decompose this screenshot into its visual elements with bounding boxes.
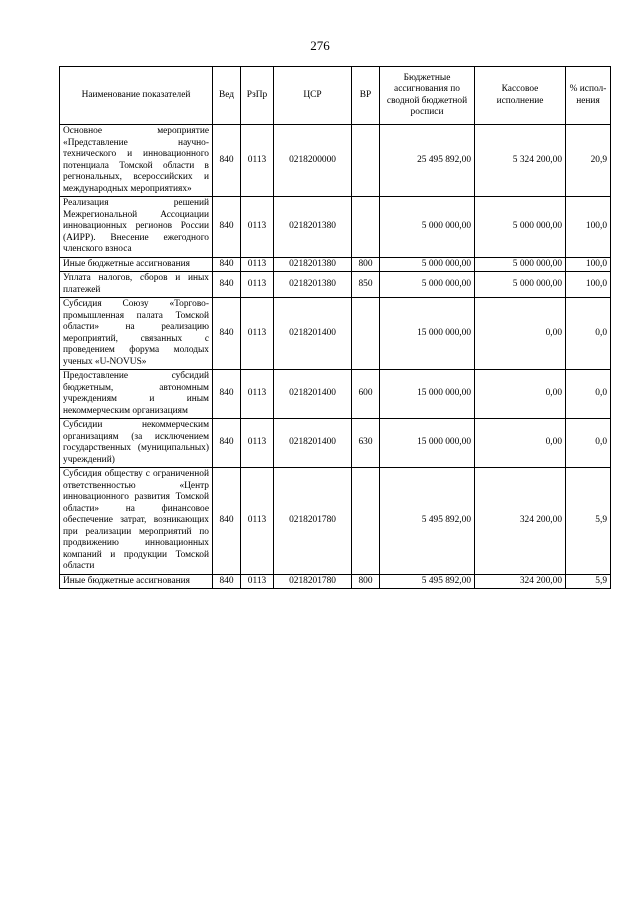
cell-csr: 0218200000 bbox=[274, 125, 352, 197]
table-row bbox=[60, 419, 611, 468]
cell-cash: 5 000 000,00 bbox=[475, 272, 566, 298]
cell-cash: 0,00 bbox=[475, 298, 566, 370]
cell-ved: 840 bbox=[213, 574, 241, 589]
cell-csr: 0218201780 bbox=[274, 468, 352, 575]
cell-budget: 5 495 892,00 bbox=[380, 574, 475, 589]
cell-ved: 840 bbox=[213, 125, 241, 197]
cell-vr bbox=[352, 197, 380, 258]
cell-budget: 25 495 892,00 bbox=[380, 125, 475, 197]
cell-percent: 0,0 bbox=[566, 298, 611, 370]
cell-percent: 5,9 bbox=[566, 574, 611, 589]
header-vr: ВР bbox=[352, 67, 380, 125]
cell-rzpr: 0113 bbox=[241, 257, 274, 272]
cell-rzpr: 0113 bbox=[241, 197, 274, 258]
cell-budget: 15 000 000,00 bbox=[380, 370, 475, 419]
cell-vr: 600 bbox=[352, 370, 380, 419]
table-header-row bbox=[60, 67, 611, 125]
table-row bbox=[60, 197, 611, 258]
cell-vr: 630 bbox=[352, 419, 380, 468]
cell-percent: 100,0 bbox=[566, 257, 611, 272]
cell-vr: 800 bbox=[352, 574, 380, 589]
cell-rzpr: 0113 bbox=[241, 125, 274, 197]
cell-cash: 5 000 000,00 bbox=[475, 257, 566, 272]
page-number: 276 bbox=[310, 38, 330, 53]
cell-csr: 0218201380 bbox=[274, 272, 352, 298]
cell-budget: 15 000 000,00 bbox=[380, 419, 475, 468]
cell-ved: 840 bbox=[213, 468, 241, 575]
cell-name: Иные бюджетные ассигнования bbox=[60, 574, 213, 589]
cell-csr: 0218201380 bbox=[274, 197, 352, 258]
cell-rzpr: 0113 bbox=[241, 272, 274, 298]
table-row bbox=[60, 125, 611, 197]
header-csr: ЦСР bbox=[274, 67, 352, 125]
cell-budget: 5 000 000,00 bbox=[380, 272, 475, 298]
cell-name: Реализация решений Межрегиональной Ассоциации инновационных регионов России (АИРР). Внесение ежегодного членского взноса bbox=[60, 197, 213, 258]
table-body bbox=[60, 125, 611, 589]
budget-execution-table bbox=[59, 66, 611, 589]
cell-percent: 5,9 bbox=[566, 468, 611, 575]
cell-name: Субсидия обществу с ограниченной ответственностью «Центр инновационного развития Томской области» на финансовое обеспечение затрат, возникающих при реализации мероприятий по продвижению инновационных компаний и продукции Томской области bbox=[60, 468, 213, 575]
cell-budget: 5 000 000,00 bbox=[380, 197, 475, 258]
cell-name: Субсидии некоммерческим организациям (за исключением государственных (муниципальных) учреждений) bbox=[60, 419, 213, 468]
header-name: Наименование показателей bbox=[60, 67, 213, 125]
cell-budget: 5 000 000,00 bbox=[380, 257, 475, 272]
cell-csr: 0218201400 bbox=[274, 419, 352, 468]
cell-ved: 840 bbox=[213, 197, 241, 258]
header-cash: Кассовое исполнение bbox=[475, 67, 566, 125]
cell-ved: 840 bbox=[213, 257, 241, 272]
cell-rzpr: 0113 bbox=[241, 574, 274, 589]
cell-ved: 840 bbox=[213, 298, 241, 370]
table-row bbox=[60, 298, 611, 370]
cell-cash: 0,00 bbox=[475, 370, 566, 419]
header-percent: % испол-нения bbox=[566, 67, 611, 125]
cell-ved: 840 bbox=[213, 370, 241, 419]
table-row bbox=[60, 272, 611, 298]
cell-vr bbox=[352, 468, 380, 575]
cell-percent: 20,9 bbox=[566, 125, 611, 197]
cell-rzpr: 0113 bbox=[241, 468, 274, 575]
cell-csr: 0218201780 bbox=[274, 574, 352, 589]
cell-name: Иные бюджетные ассигнования bbox=[60, 257, 213, 272]
table-row bbox=[60, 574, 611, 589]
table-row bbox=[60, 468, 611, 575]
cell-cash: 5 324 200,00 bbox=[475, 125, 566, 197]
cell-budget: 15 000 000,00 bbox=[380, 298, 475, 370]
cell-csr: 0218201380 bbox=[274, 257, 352, 272]
cell-name: Основное мероприятие «Представление научно-технического и инновационного потенциала Томской области в регнональных, всероссийских и международных мероприятиях» bbox=[60, 125, 213, 197]
cell-rzpr: 0113 bbox=[241, 419, 274, 468]
cell-cash: 324 200,00 bbox=[475, 574, 566, 589]
cell-percent: 0,0 bbox=[566, 370, 611, 419]
cell-csr: 0218201400 bbox=[274, 370, 352, 419]
header-ved: Вед bbox=[213, 67, 241, 125]
cell-vr: 800 bbox=[352, 257, 380, 272]
cell-vr: 850 bbox=[352, 272, 380, 298]
cell-percent: 0,0 bbox=[566, 419, 611, 468]
cell-percent: 100,0 bbox=[566, 272, 611, 298]
cell-budget: 5 495 892,00 bbox=[380, 468, 475, 575]
cell-vr bbox=[352, 125, 380, 197]
cell-rzpr: 0113 bbox=[241, 298, 274, 370]
cell-cash: 324 200,00 bbox=[475, 468, 566, 575]
cell-cash: 5 000 000,00 bbox=[475, 197, 566, 258]
header-budget: Бюджетные ассигнования по сводной бюджетной росписи bbox=[380, 67, 475, 125]
table-row bbox=[60, 257, 611, 272]
cell-cash: 0,00 bbox=[475, 419, 566, 468]
cell-name: Предоставление субсидий бюджетным, автономным учреждениям и иным некоммерческим организациям bbox=[60, 370, 213, 419]
header-rzpr: РзПр bbox=[241, 67, 274, 125]
cell-name: Уплата налогов, сборов и иных платежей bbox=[60, 272, 213, 298]
cell-csr: 0218201400 bbox=[274, 298, 352, 370]
cell-rzpr: 0113 bbox=[241, 370, 274, 419]
cell-ved: 840 bbox=[213, 419, 241, 468]
cell-ved: 840 bbox=[213, 272, 241, 298]
cell-name: Субсидия Союзу «Торгово-промышленная палата Томской области» на реализацию мероприятий, связанных с проведением форума молодых ученых «U-NOVUS» bbox=[60, 298, 213, 370]
table-row bbox=[60, 370, 611, 419]
cell-vr bbox=[352, 298, 380, 370]
cell-percent: 100,0 bbox=[566, 197, 611, 258]
